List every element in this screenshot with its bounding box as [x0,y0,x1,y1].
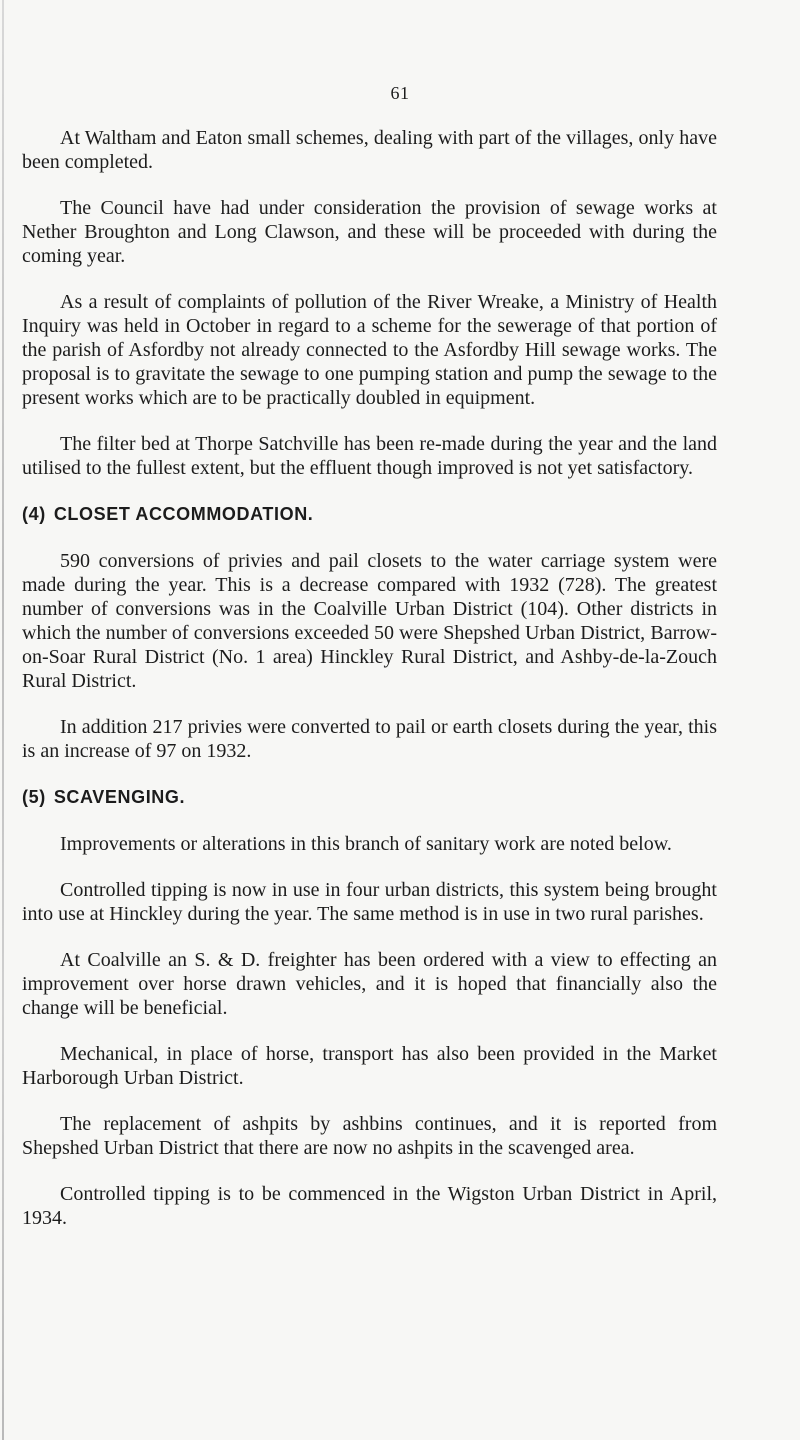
page-number: 61 [390,83,410,103]
paragraph-conversions: 590 conversions of privies and pail closets to the water carriage system were made during the year. This is a decrease compared with 1932 (728). The greatest number of conversions was in the Coalville Urban District (104). Other districts in which the number of conversions exceeded 50 were Shepshed Urban District, Barrow-on-Soar Rural District (No. 1 area) Hinckley Rural District, and Ashby-de-la-Zouch Rural District. [22,550,717,692]
paragraph-privies-converted: In addition 217 privies were converted to pail or earth closets during the year, this is an increase of 97 on 1932. [22,716,717,762]
paragraph-controlled-tipping: Controlled tipping is now in use in four urban districts, this system being brought into use at Hinckley during the year. The same method is in use in two rural parishes. [22,879,717,925]
paragraph-ashpits-replacement: The replacement of ashpits by ashbins continues, and it is reported from Shepshed Urban District that there are now no ashpits in the scavenged area. [22,1113,717,1159]
paragraph-thorpe-satchville: The filter bed at Thorpe Satchville has been re-made during the year and the land utilised to the fullest extent, but the effluent though improved is not yet satisfactory. [22,433,717,479]
page-binding-edge [2,0,4,1440]
paragraph-market-harborough: Mechanical, in place of horse, transport has also been provided in the Market Harborough Urban District. [22,1043,717,1089]
section-heading-closet-accommodation [22,502,717,526]
paragraph-waltham-eaton: At Waltham and Eaton small schemes, dealing with part of the villages, only have been completed. [22,127,717,173]
paragraph-river-wreake: As a result of complaints of pollution of the River Wreake, a Ministry of Health Inquiry was held in October in regard to a scheme for the sewerage of that portion of the parish of Asfordby not already connected to the Asfordby Hill sewage works. The proposal is to gravitate the sewage to one pumping station and pump the sewage to the present works which are to be practically doubled in equipment. [22,291,717,409]
section-heading-scavenging [22,785,717,809]
paragraph-improvements: Improvements or alterations in this branch of sanitary work are noted below. [60,833,672,855]
section-number: (4) [22,504,46,524]
section-title: CLOSET ACCOMMODATION. [53,504,314,524]
paragraph-wigston-tipping: Controlled tipping is to be commenced in the Wigston Urban District in April, 1934. [22,1183,717,1229]
page-body [22,126,717,1252]
section-title: SCAVENGING. [53,787,186,807]
section-number: (5) [22,787,46,807]
paragraph-nether-broughton: The Council have had under consideration the provision of sewage works at Nether Broughton and Long Clawson, and these will be proceeded with during the coming year. [22,197,717,267]
paragraph-coalville-freighter: At Coalville an S. & D. freighter has been ordered with a view to effecting an improvement over horse drawn vehicles, and it is hoped that financially also the change will be beneficial. [22,949,717,1019]
